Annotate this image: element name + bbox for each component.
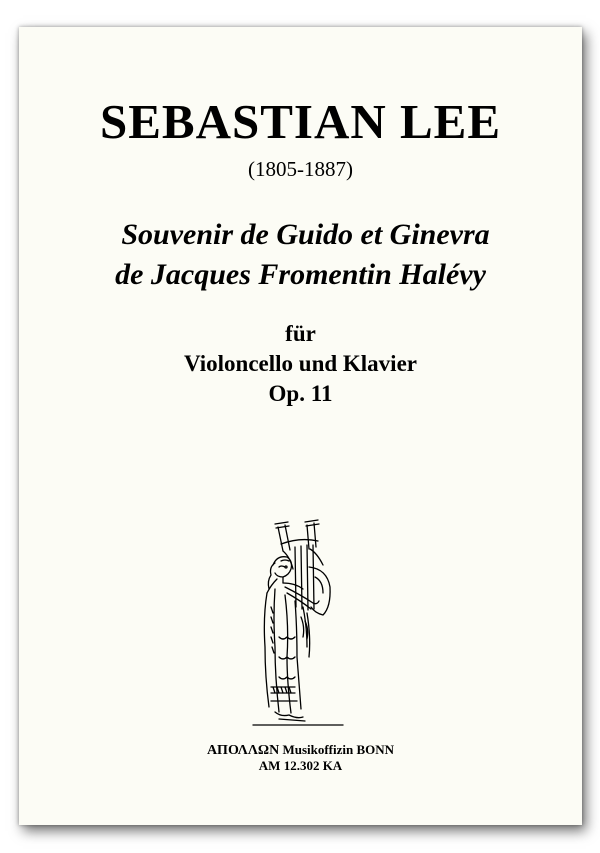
- work-title-line-2: de Jacques Fromentin Halévy: [115, 258, 486, 291]
- publisher-line: [19, 743, 582, 758]
- instrumentation-for: für: [285, 321, 316, 346]
- publisher-logo-text: ΑΠΟΛΛΩΝ: [206, 743, 280, 758]
- composer-dates: (1805-1887): [248, 157, 353, 181]
- composer-name: SEBASTIAN LEE: [99, 94, 502, 149]
- lyre-player-figure-icon: [245, 517, 345, 727]
- instrumentation-instruments: Violoncello und Klavier: [184, 351, 417, 376]
- publisher-name: Musikoffizin BONN: [282, 742, 395, 757]
- catalog-number: AM 12.302 KA: [258, 758, 343, 773]
- work-title-line-1: Souvenir de Guido et Ginevra: [121, 218, 490, 251]
- opus-number: Op. 11: [268, 381, 333, 406]
- score-cover-sheet: [19, 27, 582, 825]
